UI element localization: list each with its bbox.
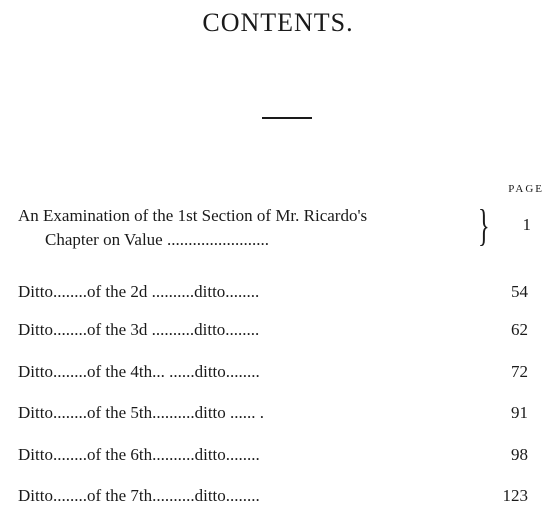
toc-entry-page: 123	[502, 486, 528, 505]
toc-entry-text: Ditto........of the 6th..........ditto........	[18, 445, 260, 464]
toc-entry	[18, 318, 528, 342]
page-column-label: PAGE	[508, 183, 544, 195]
toc-entry-text: Ditto........of the 2d ..........ditto........	[18, 282, 260, 301]
toc-entry	[18, 360, 528, 384]
toc-entry-page: 72	[511, 362, 528, 381]
page-title: CONTENTS.	[202, 8, 354, 37]
toc-entry-first	[18, 204, 478, 252]
toc-entry	[18, 484, 528, 508]
toc-entry-text: Ditto........of the 3d ..........ditto........	[18, 320, 260, 339]
toc-entry	[18, 443, 528, 467]
divider-rule	[262, 117, 312, 119]
toc-entry-page: 98	[511, 445, 528, 464]
toc-entry-first-page: 1	[522, 215, 531, 234]
brace-symbol: }	[478, 201, 490, 250]
toc-entry-page: 54	[511, 282, 528, 301]
toc-entry-text: Ditto........of the 7th..........ditto........	[18, 486, 260, 505]
toc-entry-page: 62	[511, 320, 528, 339]
toc-entry-text: Ditto........of the 5th..........ditto ...... .	[18, 403, 265, 422]
toc-entry	[18, 401, 528, 425]
toc-entry-text: Ditto........of the 4th... ......ditto........	[18, 362, 260, 381]
toc-entry	[18, 280, 528, 304]
toc-entry-first-line2: Chapter on Value ........................	[45, 230, 269, 249]
toc-entry-first-line1: An Examination of the 1st Section of Mr. Ricardo's	[18, 206, 368, 225]
toc-entry-page: 91	[511, 403, 528, 422]
